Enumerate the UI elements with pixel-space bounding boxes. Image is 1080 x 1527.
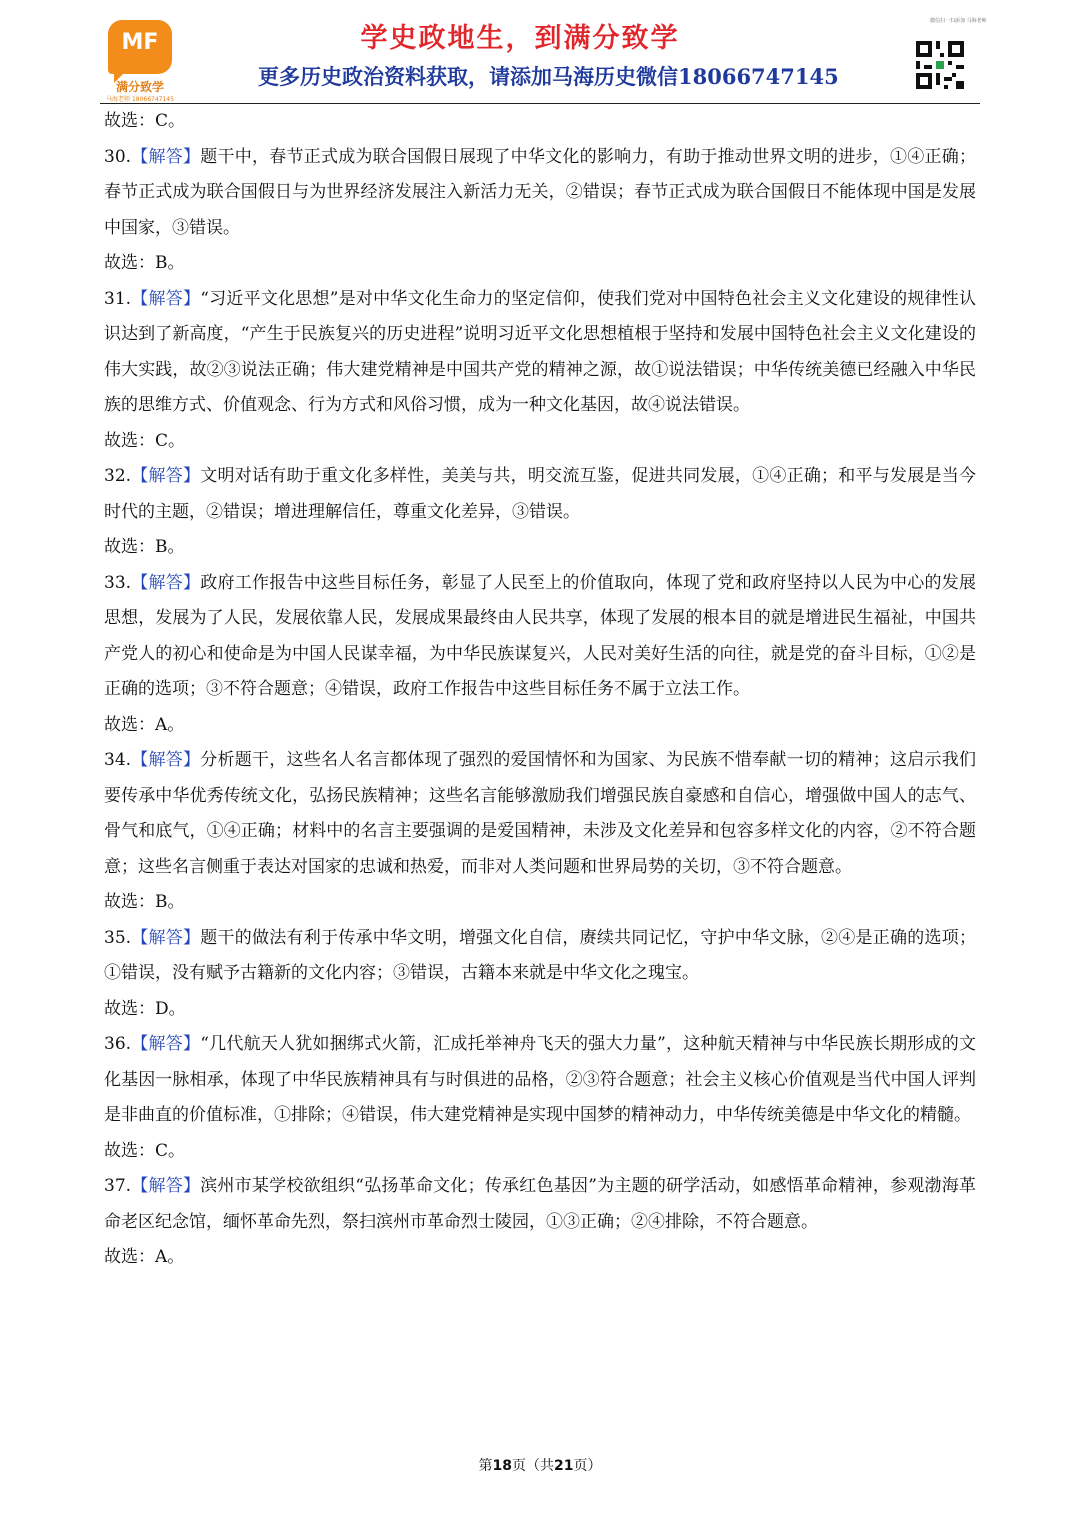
answer-text: 故选：C。: [104, 430, 186, 451]
answer-text: 故选：C。: [104, 1140, 186, 1161]
explanation-tag: 【解答】: [131, 466, 201, 486]
question-number: 31.: [104, 288, 132, 309]
question-number: 33.: [104, 572, 132, 593]
answer-content: [104, 104, 976, 1276]
footer-prefix: 第: [478, 1458, 493, 1474]
brand-name: 满分致学: [115, 80, 164, 94]
question-number: 35.: [104, 927, 132, 948]
question-explanation: [104, 743, 976, 885]
explanation-text: 题干中，春节正式成为联合国假日展现了中华文化的影响力，有助于推动世界文明的进步，①④正确；春节正式成为联合国假日与为世界经济发展注入新活力无关，②错误；春节正式成为联合国假日不能体现中国是发展中国家，③错误。: [104, 146, 977, 238]
question-number: 37.: [104, 1176, 132, 1196]
answer-text: 故选：B。: [104, 892, 185, 912]
explanation-tag: 【解答】: [131, 572, 201, 593]
explanation-text: “习近平文化思想”是对中华文化生命力的坚定信仰，使我们党对中国特色社会主义文化建设的规律性认识达到了新高度，“产生于民族复兴的历史进程”说明习近平文化思想植根于坚持和发展中国特色社会主义文化建设的伟大实践，故②③说法正确；伟大建党精神是中国共产党的精神之源，故①说法错误；中华传统美德已经融入中华民族的思维方式、价值观念、行为方式和风俗习惯，成为一种文化基因，故④说法错误。: [104, 288, 976, 415]
answer-choice: [104, 424, 976, 460]
answer-text: 故选：B。: [104, 537, 185, 557]
answer-choice: [104, 992, 976, 1028]
explanation-tag: 【解答】: [131, 927, 201, 948]
page-total: 21: [554, 1458, 574, 1474]
explanation-text: 分析题干，这些名人名言都体现了强烈的爱国情怀和为国家、为民族不惜奉献一切的精神；这启示我们要传承中华优秀传统文化，弘扬民族精神；这些名言能够激励我们增强民族自豪感和自信心，增强做中国人的志气、骨气和底气，①④正确；材料中的名言主要强调的是爱国精神，未涉及文化差异和包容多样文化的内容，②不符合题意；这些名言侧重于表达对国家的忠诚和热爱，而非对人类问题和世界局势的关切，③不符合题意。: [104, 750, 977, 877]
brand-subtitle: 马海老师 18066747145: [106, 96, 174, 103]
question-number: 36.: [104, 1034, 132, 1054]
answer-text: 故选：A。: [104, 1247, 185, 1267]
explanation-text: 政府工作报告中这些目标任务，彰显了人民至上的价值取向，体现了党和政府坚持以人民为中心的发展思想，发展为了人民，发展依靠人民，发展成果最终由人民共享，体现了发展的根本目的就是增进民生福祉，中国共产党人的初心和使命是为中国人民谋幸福，为中华民族谋复兴，人民对美好生活的向往，就是党的奋斗目标，①②是正确的选项；③不符合题意；④错误，政府工作报告中这些目标任务不属于立法工作。: [104, 572, 977, 699]
question-number: 34.: [104, 750, 132, 770]
question-number: 30.: [104, 146, 132, 167]
answer-text: 故选：D。: [104, 998, 186, 1019]
question-explanation: [104, 921, 976, 992]
brand-logo: [108, 20, 172, 74]
answer-choice: [104, 104, 976, 140]
answer-choice: [104, 885, 976, 921]
answer-choice: [104, 708, 976, 744]
answer-text: 故选：C。: [104, 111, 186, 131]
explanation-tag: 【解答】: [131, 288, 201, 309]
question-explanation: [104, 1027, 976, 1134]
page-number: 18: [492, 1458, 512, 1474]
question-explanation: [104, 1169, 976, 1240]
header-contact: 更多历史政治资料获取，请添加马海历史微信18066747145: [258, 64, 839, 89]
answer-text: 故选：A。: [104, 714, 185, 735]
question-explanation: [104, 282, 976, 424]
answer-choice: [104, 530, 976, 566]
footer-suffix: 页）: [573, 1458, 602, 1474]
explanation-tag: 【解答】: [131, 1034, 201, 1054]
answer-choice: [104, 1240, 976, 1276]
qr-caption: 微信扫一扫添加 马海老师: [930, 18, 987, 24]
explanation-tag: 【解答】: [131, 146, 201, 167]
answer-choice: [104, 246, 976, 282]
question-explanation: [104, 140, 976, 247]
explanation-text: 题干的做法有利于传承中华文明，增强文化自信，赓续共同记忆，守护中华文脉，②④是正确的选项；①错误，没有赋予古籍新的文化内容；③错误，古籍本来就是中华文化之瑰宝。: [104, 927, 977, 983]
header-slogan: 学史政地生，到满分致学: [360, 23, 680, 54]
question-explanation: [104, 459, 976, 530]
explanation-tag: 【解答】: [131, 1176, 201, 1196]
explanation-text: 文明对话有助于重文化多样性，美美与共，明交流互鉴，促进共同发展，①④正确；和平与发展是当今时代的主题，②错误；增进理解信任，尊重文化差异，③错误。: [104, 466, 977, 522]
explanation-text: “几代航天人犹如捆绑式火箭，汇成托举神舟飞天的强大力量”，这种航天精神与中华民族长期形成的文化基因一脉相承，体现了中华民族精神具有与时俱进的品格，②③符合题意；社会主义核心价值观是当代中国人评判是非曲直的价值标准，①排除；④错误，伟大建党精神是实现中国梦的精神动力，中华传统美德是中华文化的精髓。: [104, 1034, 976, 1125]
footer-middle: 页（共: [512, 1458, 554, 1474]
answer-text: 故选：B。: [104, 253, 185, 273]
question-explanation: [104, 566, 976, 708]
logo-text: MF: [121, 30, 159, 55]
answer-choice: [104, 1134, 976, 1170]
qr-code-icon: [916, 41, 964, 89]
page-footer: [0, 1455, 1080, 1475]
page-header: [0, 0, 1080, 104]
explanation-tag: 【解答】: [131, 750, 201, 770]
question-number: 32.: [104, 466, 132, 486]
explanation-text: 滨州市某学校欲组织“弘扬革命文化；传承红色基因”为主题的研学活动，如感悟革命精神，参观渤海革命老区纪念馆，缅怀革命先烈，祭扫滨州市革命烈士陵园，①③正确；②④排除，不符合题意。: [104, 1176, 976, 1232]
